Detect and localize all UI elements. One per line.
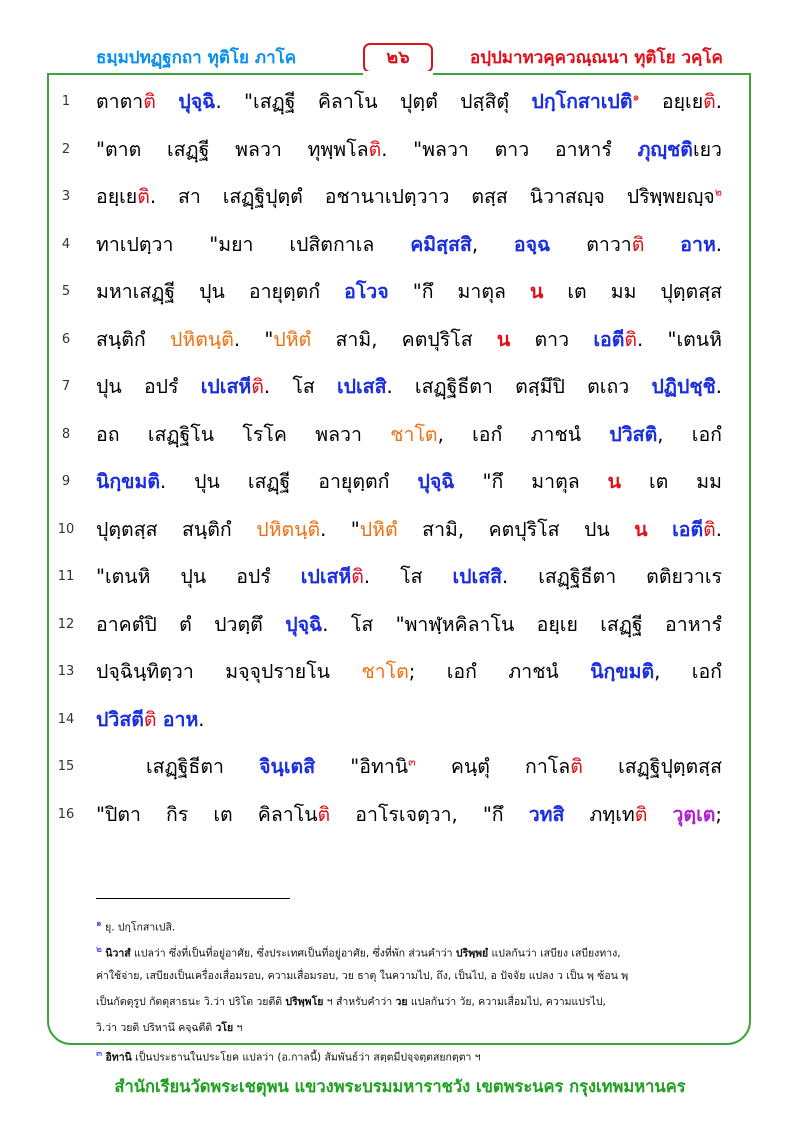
text-line xyxy=(0,413,800,453)
text-segment xyxy=(644,233,680,256)
text-segment: ตาตา xyxy=(96,90,144,113)
text-segment xyxy=(648,518,673,541)
line-number: 14 xyxy=(57,711,75,727)
text-segment: ทาเปตฺวา "มยา เปสิตกาเล xyxy=(96,232,411,256)
footnote-3-text: เป็นประธานในประโยค แปลว่า (อ.กาลนี้) สัมพันธ์ว่า สตฺตมีปจฺจตฺตสยกตฺตา ฯ xyxy=(131,1051,481,1064)
footnote-2-line3 xyxy=(96,992,706,1012)
text-segment: ติ xyxy=(703,90,716,113)
text-segment: ตาวา xyxy=(550,232,632,256)
footnote-1-mark: ๑ xyxy=(96,919,102,929)
footnote-2-word: นิวาสํ xyxy=(105,947,131,960)
footnote-2-line4 xyxy=(96,1018,706,1038)
footnote-ref: ๒ xyxy=(714,185,722,199)
line-number: 15 xyxy=(57,759,75,774)
text-segment: ปหิตนฺติ xyxy=(169,327,234,351)
text-segment: เอตี xyxy=(593,327,625,351)
text-segment: . "เสฏฺฐี คิลาโน ปุตฺตํ ปสฺสิตุํ xyxy=(215,90,532,113)
footnote-2-line4a: วิ.ว่า วยติ ปริหานึ คจฺฉตีติ xyxy=(96,1022,216,1034)
footnote-3 xyxy=(96,1044,706,1068)
text-line xyxy=(0,365,800,405)
footnote-2-mark: ๒ xyxy=(96,945,102,955)
text-line xyxy=(0,508,800,548)
line-number: 9 xyxy=(61,474,71,489)
text-segment: . xyxy=(715,517,722,541)
text-segment xyxy=(647,803,672,826)
line-text xyxy=(96,229,722,260)
text-segment: ติ xyxy=(631,232,645,256)
text-segment: ตาว xyxy=(510,327,594,351)
footnote-2-line3b: ฯ สำหรับคำว่า xyxy=(323,996,396,1008)
text-segment: ; เอกํ ภาชนํ xyxy=(408,660,591,683)
text-segment: . โส xyxy=(263,375,337,398)
footnote-2-word4: วย xyxy=(395,996,408,1008)
line-text xyxy=(96,276,722,307)
text-segment: , xyxy=(471,232,514,256)
text-segment: จินฺเตสิ xyxy=(259,755,316,778)
line-number: 12 xyxy=(57,616,75,632)
frame-top-left xyxy=(47,73,363,75)
text-segment: สามิ, คตปุริโส ปน xyxy=(397,517,635,541)
text-segment: มหาเสฏฺฐี ปุน อายุตฺตกํ xyxy=(96,280,345,303)
line-text xyxy=(96,86,722,117)
text-segment: ปุตฺตสฺส สนฺติกํ xyxy=(96,517,257,541)
footnote-ref: ๓ xyxy=(408,755,416,769)
text-line xyxy=(0,223,800,263)
page-number-badge: ๒๖ xyxy=(363,43,433,73)
text-line xyxy=(0,80,800,120)
line-text xyxy=(96,466,722,497)
text-segment: ติ xyxy=(368,137,382,161)
line-text xyxy=(96,324,722,355)
text-segment: คมิสฺสสิ xyxy=(410,232,472,256)
line-number: 6 xyxy=(61,331,71,347)
text-line xyxy=(0,270,800,310)
footnote-2-line3c: แปลกันว่า วัย, ความเสื่อมไป, ความแปรไป, xyxy=(407,996,606,1008)
line-number: 16 xyxy=(57,806,75,822)
text-segment: . xyxy=(715,375,722,398)
text-segment: ปหิตํ xyxy=(273,327,312,351)
text-segment: ปวิสติ xyxy=(609,422,658,446)
text-segment: ภุญฺชติ xyxy=(637,137,693,161)
text-segment: อาห xyxy=(680,232,716,256)
text-segment: "เตนหิ ปุน อปรํ xyxy=(96,565,301,588)
text-segment: . โส xyxy=(363,565,453,588)
text-segment: เปเสสิ xyxy=(452,565,503,588)
text-segment: อถ เสฏฺฐิโน โรโค พลวา xyxy=(96,422,391,446)
line-text xyxy=(96,656,722,687)
footnote-2-text-a: แปลว่า ซึ่งที่เป็นที่อยู่อาศัย, ซึ่งประเทศเป็นที่อยู่อาศัย, ซึ่งที่พัก ส่วนคำว่า xyxy=(130,947,456,960)
text-segment: ติ xyxy=(703,517,716,541)
text-segment: ปุจฺฉิ xyxy=(285,612,323,636)
text-segment: ปฏิปชฺชิ xyxy=(651,375,716,398)
text-segment: เต มม ปุตฺตสฺส xyxy=(543,280,722,303)
line-number: 5 xyxy=(61,284,71,299)
text-segment: . เสฏฺฐิธีตา ตสฺมึปิ ตเถว xyxy=(386,375,652,398)
text-segment: , เอกํ xyxy=(657,422,722,446)
text-line xyxy=(0,175,800,215)
page-footer: สำนักเรียนวัดพระเชตุพน แขวงพระบรมมหาราชวัง เขตพระนคร กรุงเทพมหานคร xyxy=(114,1077,686,1096)
line-text xyxy=(96,561,722,592)
text-line xyxy=(0,745,800,785)
frame-top-right xyxy=(433,73,751,75)
line-number: 10 xyxy=(57,521,75,537)
text-segment: "กึ มาตุล xyxy=(454,470,608,493)
line-text xyxy=(96,371,722,402)
text-segment: เต มม xyxy=(621,470,722,493)
text-segment: ติ xyxy=(137,185,150,208)
text-line xyxy=(0,460,800,500)
line-text xyxy=(96,704,722,735)
text-segment: ติ xyxy=(634,802,648,826)
footnote-1-text: ยุ. ปกฺโกสาเปสิ. xyxy=(105,921,176,934)
text-segment: อโวจ xyxy=(344,280,389,303)
text-segment xyxy=(156,90,178,113)
text-segment: น xyxy=(634,517,648,541)
footnote-rule xyxy=(96,898,290,899)
text-segment: ปกฺโกสาเปติ xyxy=(531,90,633,113)
text-segment: ภทฺเท xyxy=(564,802,635,826)
footnote-2-line2: ค่าใช้จ่าย, เสบียงเป็นเครื่องเสื่อมรอบ, ความเสื่อมรอบ, วย ธาตุ ในความไป, ถึง, เป็นไป, อ ปัจจัย แปลง ว เป็น พฺ ซ้อน พฺ xyxy=(96,970,629,982)
line-text xyxy=(96,799,722,830)
text-segment: ติ xyxy=(143,707,157,731)
line-number: 1 xyxy=(61,94,71,109)
text-line xyxy=(0,793,800,833)
text-segment: , เอกํ ภาชนํ xyxy=(437,422,610,446)
line-number: 8 xyxy=(61,426,71,442)
text-segment: ปวิสตี xyxy=(96,707,144,731)
line-text xyxy=(146,751,722,782)
line-number: 3 xyxy=(61,189,71,204)
text-segment: . " xyxy=(233,327,274,351)
text-line xyxy=(0,603,800,643)
text-segment: . ปุน เสฏฺฐี อายุตฺตกํ xyxy=(159,470,418,493)
line-text xyxy=(96,514,722,545)
text-segment: . " xyxy=(320,517,360,541)
text-segment: . xyxy=(715,90,722,113)
text-segment: ; xyxy=(715,802,722,826)
text-segment: . xyxy=(715,232,722,256)
text-segment: ปุจฺฉิ xyxy=(178,90,216,113)
text-segment: อาโรเจตฺวา, "กึ xyxy=(330,802,529,826)
line-text xyxy=(96,419,722,450)
text-segment: ติ xyxy=(351,565,364,588)
text-segment: นิกฺขมติ xyxy=(590,660,655,683)
text-segment: ปหิตํ xyxy=(359,517,398,541)
text-segment: อจฺฉ xyxy=(513,232,551,256)
text-segment: เปเสหี xyxy=(300,565,352,588)
footnote-2-word2: ปริพฺพยํ xyxy=(455,947,489,960)
footnote-1 xyxy=(96,914,706,938)
text-segment: อยฺเย xyxy=(639,90,704,113)
text-segment: ชาโต xyxy=(390,422,438,446)
line-text xyxy=(96,181,722,212)
footnote-3-mark: ๓ xyxy=(96,1049,103,1059)
text-segment: . โส "พาฬฺหคิลาโน อยฺเย เสฏฺฐี อาหารํ xyxy=(322,612,722,636)
text-segment: "กึ มาตุล xyxy=(388,280,530,303)
text-segment: สนฺติกํ xyxy=(96,327,170,351)
text-segment: นิกฺขมติ xyxy=(96,470,160,493)
text-segment: . สา เสฏฺฐิปุตฺตํ อชานาเปตฺวาว ตสฺส นิวาสญฺจ ปริพฺพยญฺจ xyxy=(149,185,715,208)
text-line xyxy=(0,318,800,358)
text-segment: ปจฺฉินฺทิตฺวา มจฺจุปรายโน xyxy=(96,660,362,683)
footnote-ref: ๑ xyxy=(632,90,640,104)
footnote-2-line4b: ฯ xyxy=(233,1022,243,1034)
header-chapter-title: อปฺปมาทวคฺควณฺณนา ทุติโย วคฺโค xyxy=(470,48,723,68)
text-segment: น xyxy=(530,280,544,303)
header-book-title: ธมฺมปทฏฺฐกถา ทุติโย ภาโค xyxy=(96,48,297,68)
text-segment: ติ xyxy=(624,327,638,351)
text-segment: สามิ, คตปุริโส xyxy=(311,327,497,351)
footnote-2-line3a: เป็นกัตตุรูป กัตตุสาธนะ วิ.ว่า ปริโต วยตีติ xyxy=(96,996,286,1008)
text-segment: "ตาต เสฏฺฐี พลวา ทุพฺพโล xyxy=(96,137,369,161)
text-line xyxy=(0,128,800,168)
text-segment: เสฏฺฐิธีตา xyxy=(146,755,260,778)
text-segment: ติ xyxy=(570,755,583,778)
line-number: 11 xyxy=(57,569,75,584)
text-segment: อาคตํปิ ตํ ปวตฺตึ xyxy=(96,612,286,636)
text-segment: น xyxy=(607,470,621,493)
text-segment: ติ xyxy=(251,375,264,398)
text-line xyxy=(0,698,800,738)
text-segment: เยว xyxy=(692,137,722,161)
text-segment: เสฏฺฐิปุตฺตสฺส xyxy=(582,755,722,778)
footnote-2-word5: วโย xyxy=(215,1022,234,1034)
text-segment: น xyxy=(496,327,511,351)
text-segment: ติ xyxy=(317,802,331,826)
text-segment: เปเสหี xyxy=(200,375,252,398)
footnote-3-word: อิทานิ xyxy=(105,1051,132,1064)
footnote-2-word3: ปริพฺพโย xyxy=(285,996,324,1008)
text-segment: เอตี xyxy=(672,517,704,541)
text-segment: ปุจฺฉิ xyxy=(417,470,455,493)
line-number: 4 xyxy=(61,236,71,252)
text-segment: . เสฏฺฐิธีตา ตติยวาเร xyxy=(502,565,722,588)
line-number: 2 xyxy=(61,141,71,157)
text-segment: "อิทานิ xyxy=(315,755,409,778)
text-segment: อยฺเย xyxy=(96,185,138,208)
text-segment: . xyxy=(198,707,205,731)
text-segment: วุตฺเต xyxy=(672,802,716,826)
text-segment: ชาโต xyxy=(361,660,409,683)
footnote-2 xyxy=(96,940,706,964)
line-text xyxy=(96,609,722,640)
text-segment: เปเสสิ xyxy=(336,375,387,398)
text-segment: ปหิตนฺติ xyxy=(256,517,321,541)
line-number: 13 xyxy=(57,664,75,679)
text-segment: "ปิตา กิร เต คิลาโน xyxy=(96,802,318,826)
text-line xyxy=(0,555,800,595)
footnote-2-text-b: แปลกันว่า เสบียง เสบียงทาง, xyxy=(488,947,621,960)
text-segment: ปุน อปรํ xyxy=(96,375,201,398)
text-segment: . "พลวา ตาว อาหารํ xyxy=(381,137,638,161)
text-segment: . "เตนหิ xyxy=(637,327,722,351)
text-segment: วทสิ xyxy=(528,802,565,826)
text-line xyxy=(0,650,800,690)
text-segment: คนฺตุํ กาโล xyxy=(415,755,571,778)
line-text xyxy=(96,134,722,165)
text-segment: ติ xyxy=(143,90,156,113)
text-segment: อาห xyxy=(162,707,199,731)
text-segment: , เอกํ xyxy=(654,660,722,683)
line-number: 7 xyxy=(61,379,71,394)
